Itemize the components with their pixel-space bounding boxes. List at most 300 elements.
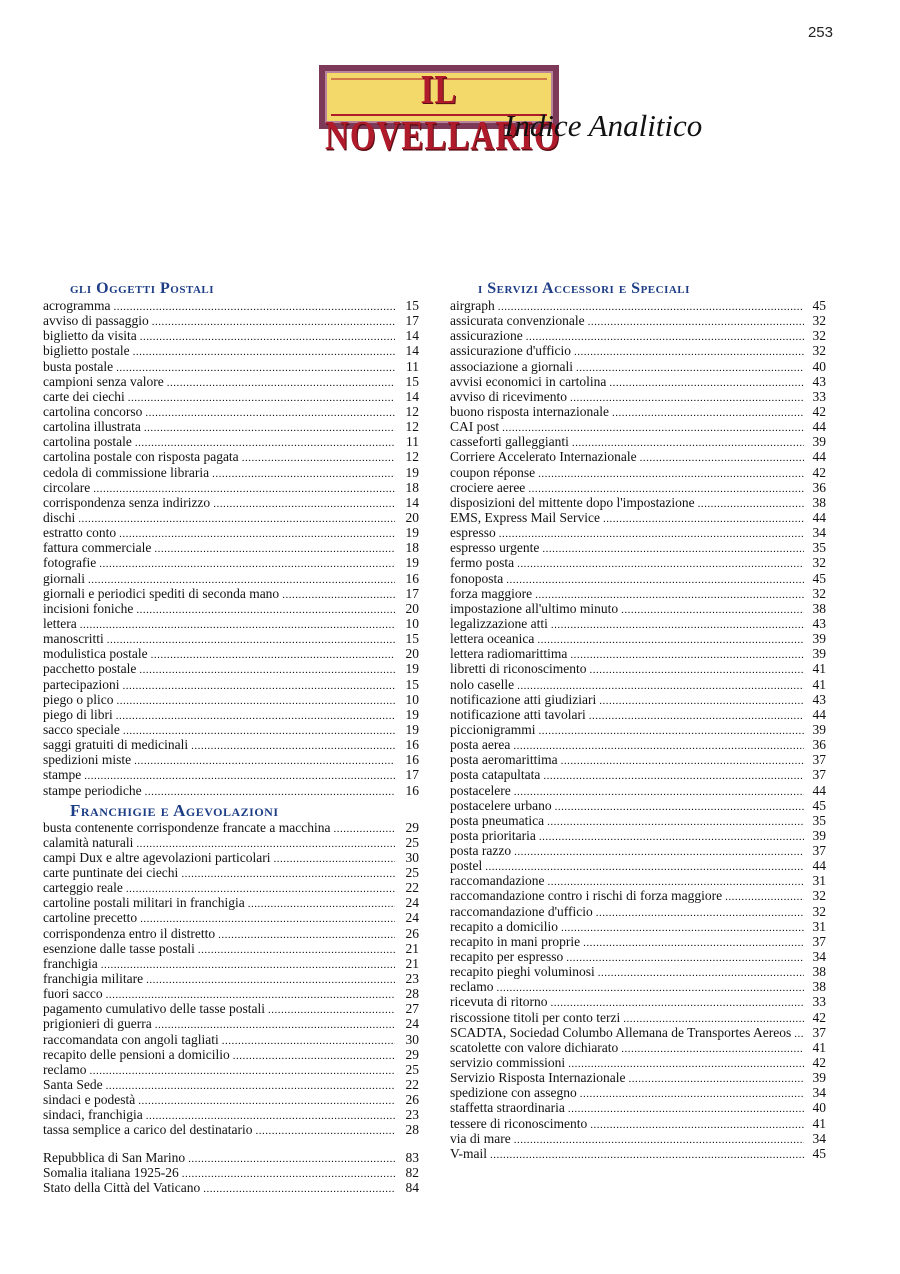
dot-leader	[78, 512, 395, 527]
dot-leader	[268, 1003, 395, 1018]
index-entry	[43, 465, 419, 480]
dot-leader	[101, 958, 395, 973]
entry-term: Servizio Risposta Internazionale	[450, 1070, 626, 1086]
dot-leader	[133, 345, 395, 360]
entry-page: 25	[405, 865, 419, 881]
index-entry	[450, 949, 826, 964]
entry-term: recapito a domicilio	[450, 918, 558, 934]
entry-term: espresso urgente	[450, 540, 540, 556]
index-entry	[450, 661, 826, 676]
entry-page: 10	[405, 691, 419, 707]
index-entry	[43, 1047, 419, 1062]
dot-leader	[145, 406, 395, 421]
entry-page: 42	[812, 1055, 826, 1071]
entry-page: 19	[405, 721, 419, 737]
entry-term: raccomandazione d'ufficio	[450, 903, 593, 919]
dot-leader	[151, 648, 395, 663]
entry-page: 17	[405, 767, 419, 783]
index-entry	[43, 971, 419, 986]
dot-leader	[640, 451, 804, 466]
index-entry	[43, 1107, 419, 1122]
entry-page: 28	[405, 986, 419, 1002]
entry-page: 37	[812, 752, 826, 768]
entry-term: coupon réponse	[450, 464, 536, 480]
entry-page: 31	[812, 873, 826, 889]
dot-leader	[499, 527, 804, 542]
entry-page: 35	[812, 812, 826, 828]
index-entry	[43, 820, 419, 835]
entry-page: 34	[812, 949, 826, 965]
entry-page: 37	[812, 1024, 826, 1040]
entry-term: calamità naturali	[43, 834, 134, 850]
index-entry	[450, 510, 826, 525]
entry-page: 34	[812, 1085, 826, 1101]
index-entry	[450, 707, 826, 722]
index-entry	[450, 631, 826, 646]
index-entry	[43, 480, 419, 495]
dot-leader	[144, 421, 395, 436]
entry-page: 16	[405, 737, 419, 753]
entry-page: 43	[812, 615, 826, 631]
index-entry	[43, 1001, 419, 1016]
page-number: 253	[807, 24, 833, 41]
entry-term: cartolina postale con risposta pagata	[43, 449, 239, 465]
entry-term: carte puntinate dei ciechi	[43, 865, 179, 881]
entry-term: notificazione atti tavolari	[450, 706, 586, 722]
entry-term: libretti di riconoscimento	[450, 661, 587, 677]
dot-leader	[140, 330, 395, 345]
dot-leader	[282, 588, 395, 603]
entry-page: 32	[812, 313, 826, 329]
entry-term: tessere di riconoscimento	[450, 1115, 588, 1131]
index-entry	[43, 850, 419, 865]
index-entry	[43, 1122, 419, 1137]
index-entry	[450, 1010, 826, 1025]
index-entry	[43, 374, 419, 389]
index-entry	[450, 873, 826, 888]
entry-term: dischi	[43, 509, 76, 525]
dot-leader	[588, 315, 804, 330]
dot-leader	[188, 1152, 395, 1167]
entry-term: posta prioritaria	[450, 827, 536, 843]
entry-page: 39	[812, 434, 826, 450]
index-entry	[43, 752, 419, 767]
index-entry	[450, 1085, 826, 1100]
index-entry	[43, 525, 419, 540]
entry-term: recapito pieghi voluminosi	[450, 964, 595, 980]
entry-page: 37	[812, 767, 826, 783]
entry-term: raccomandata con angoli tagliati	[43, 1031, 219, 1047]
entry-page: 22	[405, 880, 419, 896]
entry-term: giornali e periodici spediti di seconda mano	[43, 585, 280, 601]
index-entry	[43, 359, 419, 374]
index-entry	[43, 692, 419, 707]
index-entry	[43, 767, 419, 782]
entry-page: 34	[812, 525, 826, 541]
entry-term: busta contenente corrispondenze francate a macchina	[43, 819, 331, 835]
index-entry	[450, 798, 826, 813]
entry-term: nolo caselle	[450, 676, 515, 692]
entry-page: 41	[812, 661, 826, 677]
dot-leader	[122, 679, 395, 694]
dot-leader	[596, 906, 804, 921]
index-entry	[450, 1055, 826, 1070]
dot-leader	[506, 573, 804, 588]
index-entry	[450, 298, 826, 313]
entry-page: 45	[812, 1145, 826, 1161]
entry-page: 25	[405, 834, 419, 850]
entry-term: pacchetto postale	[43, 661, 137, 677]
dot-leader	[212, 467, 395, 482]
entry-term: Somalia italiana 1925-26	[43, 1164, 179, 1180]
entry-page: 17	[405, 313, 419, 329]
dot-leader	[514, 845, 804, 860]
entry-page: 32	[812, 585, 826, 601]
dot-leader	[590, 1118, 804, 1133]
dot-leader	[145, 785, 395, 800]
entry-term: partecipazioni	[43, 676, 120, 692]
index-entry	[450, 434, 826, 449]
entry-page: 10	[405, 615, 419, 631]
entry-term: raccomandazione contro i rischi di forza maggiore	[450, 888, 723, 904]
entry-page: 34	[812, 1130, 826, 1146]
dot-leader	[138, 1094, 395, 1109]
entry-term: ricevuta di ritorno	[450, 994, 548, 1010]
index-entry	[43, 737, 419, 752]
entry-term: piccionigrammi	[450, 721, 536, 737]
entry-term: tassa semplice a carico del destinatario	[43, 1122, 253, 1138]
dot-leader	[514, 785, 804, 800]
entry-term: biglietto da visita	[43, 328, 137, 344]
entry-page: 18	[405, 479, 419, 495]
entry-page: 42	[812, 403, 826, 419]
entry-page: 21	[405, 940, 419, 956]
entry-page: 39	[812, 631, 826, 647]
entry-term: carte dei ciechi	[43, 388, 125, 404]
dot-leader	[589, 663, 804, 678]
dot-leader	[218, 928, 395, 943]
entry-page: 33	[812, 994, 826, 1010]
index-entry	[450, 828, 826, 843]
index-entry	[450, 555, 826, 570]
entry-term: Repubblica di San Marino	[43, 1149, 186, 1165]
index-entry	[450, 525, 826, 540]
entry-term: cartoline precetto	[43, 910, 138, 926]
dot-leader	[182, 1167, 395, 1182]
index-entry	[43, 941, 419, 956]
franchigie-list	[43, 820, 419, 1138]
entry-page: 82	[405, 1164, 419, 1180]
dot-leader	[181, 867, 395, 882]
entry-term: avviso di passaggio	[43, 313, 149, 329]
dot-leader	[242, 451, 395, 466]
index-entry	[450, 616, 826, 631]
entry-term: carteggio reale	[43, 880, 123, 896]
index-entry	[450, 722, 826, 737]
index-entry	[43, 616, 419, 631]
entry-term: forza maggiore	[450, 585, 533, 601]
index-entry	[450, 495, 826, 510]
entry-page: 17	[405, 585, 419, 601]
entry-page: 28	[405, 1122, 419, 1138]
entry-term: disposizioni del mittente dopo l'impostazione	[450, 494, 695, 510]
index-entry	[450, 480, 826, 495]
entry-page: 41	[812, 1115, 826, 1131]
entry-page: 11	[406, 358, 419, 374]
entry-page: 36	[812, 737, 826, 753]
oggetti-postali-list	[43, 298, 419, 798]
entry-page: 11	[406, 434, 419, 450]
entry-page: 38	[812, 964, 826, 980]
entry-term: piego o plico	[43, 691, 114, 707]
page-subtitle: Indice Analitico	[504, 108, 703, 143]
index-entry	[43, 865, 419, 880]
dot-leader	[538, 467, 804, 482]
section-title-franchigie: Franchigie e Agevolazioni	[70, 800, 279, 820]
index-entry	[450, 677, 826, 692]
dot-leader	[609, 376, 804, 391]
dot-leader	[107, 633, 395, 648]
entry-term: casseforti galleggianti	[450, 434, 569, 450]
entry-term: postacelere urbano	[450, 797, 552, 813]
dot-leader	[256, 1124, 395, 1139]
dot-leader	[539, 830, 804, 845]
index-entry	[43, 389, 419, 404]
entry-term: raccomandazione	[450, 873, 545, 889]
entry-term: posta aerea	[450, 737, 511, 753]
entry-term: Santa Sede	[43, 1077, 103, 1093]
index-entry	[450, 964, 826, 979]
dot-leader	[566, 951, 804, 966]
index-entry	[43, 313, 419, 328]
logo-lettering: IL NOVELLARIO	[325, 67, 561, 159]
index-entry	[43, 1150, 419, 1165]
entry-page: 18	[405, 540, 419, 556]
entry-page: 12	[405, 419, 419, 435]
index-entry	[43, 328, 419, 343]
entry-term: campioni senza valore	[43, 373, 164, 389]
entry-term: sindaci e podestà	[43, 1092, 136, 1108]
entry-term: impostazione all'ultimo minuto	[450, 600, 619, 616]
index-entry	[450, 904, 826, 919]
index-entry	[450, 1040, 826, 1055]
entry-page: 14	[405, 494, 419, 510]
entry-term: cartoline postali militari in franchigia	[43, 895, 245, 911]
entry-term: crociere aeree	[450, 479, 526, 495]
index-entry	[43, 1165, 419, 1180]
index-entry	[450, 389, 826, 404]
index-entry	[43, 835, 419, 850]
entry-page: 42	[812, 1009, 826, 1025]
index-entry	[43, 707, 419, 722]
entry-page: 37	[812, 843, 826, 859]
entry-page: 32	[812, 903, 826, 919]
entry-page: 84	[405, 1179, 419, 1195]
entry-page: 14	[405, 343, 419, 359]
entry-term: posta pneumatica	[450, 812, 545, 828]
entry-term: Corriere Accelerato Internazionale	[450, 449, 637, 465]
index-entry	[43, 646, 419, 661]
section-title-servizi-accessori: i Servizi Accessori e Speciali	[478, 280, 690, 297]
dot-leader	[576, 361, 804, 376]
entry-term: esenzione dalle tasse postali	[43, 940, 195, 956]
entry-page: 24	[405, 895, 419, 911]
entry-term: modulistica postale	[43, 646, 148, 662]
entry-term: postel	[450, 858, 483, 874]
dot-leader	[561, 754, 804, 769]
index-entry	[450, 813, 826, 828]
dot-leader	[333, 822, 395, 837]
entry-page: 20	[405, 509, 419, 525]
dot-leader	[116, 709, 395, 724]
entry-term: estratto conto	[43, 525, 117, 541]
dot-leader	[555, 800, 804, 815]
index-entry	[43, 661, 419, 676]
entry-page: 25	[405, 1061, 419, 1077]
index-entry	[450, 359, 826, 374]
index-entry	[450, 919, 826, 934]
index-entry	[43, 586, 419, 601]
index-entry	[450, 646, 826, 661]
dot-leader	[551, 618, 804, 633]
entry-term: airgraph	[450, 298, 495, 313]
entry-term: spedizione con assegno	[450, 1085, 577, 1101]
dot-leader	[612, 406, 804, 421]
index-entry	[450, 1025, 826, 1040]
entry-term: reclamo	[43, 1061, 87, 1077]
entry-term: franchigia militare	[43, 971, 144, 987]
index-entry	[450, 313, 826, 328]
entry-term: corrispondenza senza indirizzo	[43, 494, 211, 510]
entry-page: 22	[405, 1077, 419, 1093]
entry-term: V-mail	[450, 1145, 487, 1161]
dot-leader	[136, 603, 395, 618]
index-entry	[450, 692, 826, 707]
dot-leader	[599, 694, 804, 709]
entry-term: giornali	[43, 570, 85, 586]
entry-page: 23	[405, 1107, 419, 1123]
dot-leader	[167, 376, 395, 391]
entry-page: 40	[812, 358, 826, 374]
entry-page: 43	[812, 691, 826, 707]
dot-leader	[80, 618, 395, 633]
index-entry	[43, 1032, 419, 1047]
entry-page: 27	[405, 1001, 419, 1017]
index-entry	[450, 1070, 826, 1085]
index-entry	[43, 895, 419, 910]
entry-page: 29	[405, 1046, 419, 1062]
entry-term: fonoposta	[450, 570, 504, 586]
entry-term: corrispondenza entro il distretto	[43, 925, 216, 941]
entry-page: 32	[812, 328, 826, 344]
entry-term: prigionieri di guerra	[43, 1016, 152, 1032]
entry-term: notificazione atti giudiziari	[450, 691, 597, 707]
entry-term: cartolina illustrata	[43, 419, 141, 435]
index-entry	[450, 858, 826, 873]
index-entry	[43, 880, 419, 895]
index-entry	[43, 449, 419, 464]
dot-leader	[99, 557, 395, 572]
entry-page: 44	[812, 509, 826, 525]
index-entry	[43, 419, 419, 434]
entry-term: fuori sacco	[43, 986, 103, 1002]
index-entry	[43, 434, 419, 449]
index-entry	[43, 677, 419, 692]
index-entry	[43, 510, 419, 525]
dot-leader	[589, 709, 804, 724]
index-entry	[450, 1146, 826, 1161]
entry-term: legalizzazione atti	[450, 615, 548, 631]
dot-leader	[198, 943, 395, 958]
entry-page: 37	[812, 933, 826, 949]
entry-page: 38	[812, 494, 826, 510]
dot-leader	[248, 897, 395, 912]
entry-term: fermo posta	[450, 555, 515, 571]
entry-term: avviso di ricevimento	[450, 388, 567, 404]
entry-page: 16	[405, 782, 419, 798]
index-entry	[450, 465, 826, 480]
entry-term: biglietto postale	[43, 343, 130, 359]
entry-page: 26	[405, 925, 419, 941]
entry-page: 19	[405, 706, 419, 722]
entry-term: circolare	[43, 479, 91, 495]
index-entry	[450, 404, 826, 419]
index-entry	[450, 449, 826, 464]
entry-term: via di mare	[450, 1130, 511, 1146]
entry-page: 36	[812, 479, 826, 495]
dot-leader	[725, 890, 804, 905]
entry-term: cedola di commissione libraria	[43, 464, 210, 480]
entry-page: 16	[405, 752, 419, 768]
entry-term: recapito per espresso	[450, 949, 564, 965]
entry-term: lettera oceanica	[450, 631, 535, 647]
index-entry	[450, 1100, 826, 1115]
dot-leader	[274, 852, 395, 867]
entry-page: 30	[405, 1031, 419, 1047]
dot-leader	[621, 603, 804, 618]
entry-page: 14	[405, 388, 419, 404]
dot-leader	[89, 1064, 395, 1079]
dot-leader	[547, 815, 804, 830]
entry-page: 44	[812, 419, 826, 435]
dot-leader	[621, 1042, 804, 1057]
entry-page: 29	[405, 819, 419, 835]
entry-page: 45	[812, 570, 826, 586]
entry-page: 24	[405, 1016, 419, 1032]
index-entry	[43, 1062, 419, 1077]
dot-leader	[128, 391, 395, 406]
index-entry	[43, 722, 419, 737]
entry-term: stampe periodiche	[43, 782, 142, 798]
entry-term: saggi gratuiti di medicinali	[43, 737, 189, 753]
index-entry	[43, 540, 419, 555]
entry-page: 19	[405, 555, 419, 571]
dot-leader	[117, 694, 396, 709]
entry-term: EMS, Express Mail Service	[450, 509, 600, 525]
index-entry	[43, 926, 419, 941]
entry-term: pagamento cumulativo delle tasse postali	[43, 1001, 265, 1017]
index-entry	[450, 934, 826, 949]
dot-leader	[580, 1087, 804, 1102]
entry-page: 38	[812, 600, 826, 616]
entry-term: manoscritti	[43, 631, 104, 647]
dot-leader	[154, 542, 395, 557]
entry-page: 44	[812, 782, 826, 798]
entry-page: 23	[405, 971, 419, 987]
entry-term: stampe	[43, 767, 82, 783]
section-title-oggetti-postali: gli Oggetti Postali	[70, 280, 215, 297]
entry-term: Stato della Città del Vaticano	[43, 1179, 201, 1195]
